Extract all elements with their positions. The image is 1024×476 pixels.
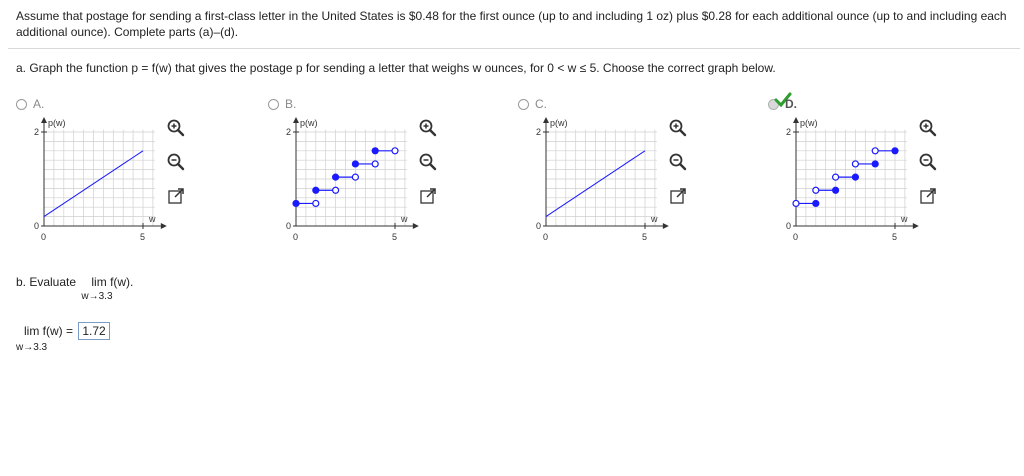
part-b-prompt — [16, 275, 134, 302]
x-tick-label-0: 0 — [293, 232, 299, 242]
divider — [8, 48, 1020, 49]
open-external-icon[interactable] — [918, 186, 938, 206]
y-tick-label-0: 0 — [536, 221, 542, 231]
x-tick-label-0: 0 — [793, 232, 799, 242]
y-tick-label-0: 0 — [786, 221, 792, 231]
open-endpoint — [833, 174, 839, 180]
answer-option-b[interactable] — [268, 96, 468, 256]
y-axis-label: p(w) — [800, 118, 818, 128]
open-endpoint — [372, 161, 378, 167]
option-graph — [768, 114, 928, 258]
option-letter: D. — [785, 97, 797, 111]
closed-endpoint — [833, 187, 839, 193]
x-tick-label-0: 0 — [41, 232, 47, 242]
part-b-lim: lim — [91, 275, 107, 289]
open-endpoint — [352, 174, 358, 180]
x-axis-label: w — [900, 214, 908, 224]
x-axis-arrow — [663, 223, 669, 229]
zoom-in-icon[interactable] — [418, 118, 438, 138]
closed-endpoint — [333, 174, 339, 180]
open-endpoint — [793, 200, 799, 206]
part-b-limit-subscript: w→3.3 — [81, 291, 113, 302]
part-b-func: f(w). — [110, 275, 134, 289]
part-b-answer-row — [16, 322, 110, 353]
zoom-out-icon[interactable] — [166, 152, 186, 172]
option-radio[interactable] — [268, 99, 279, 110]
y-tick-label-2: 2 — [786, 127, 792, 137]
y-axis-arrow — [793, 117, 799, 123]
option-letter: B. — [285, 97, 297, 111]
answer-func: f(w) = — [42, 324, 74, 338]
option-letter: A. — [33, 97, 45, 111]
part-b-limit — [81, 275, 134, 302]
zoom-in-icon[interactable] — [918, 118, 938, 138]
zoom-in-icon[interactable] — [668, 118, 688, 138]
x-axis-label: w — [650, 214, 658, 224]
x-tick-label-5: 5 — [140, 232, 146, 242]
x-axis-label: w — [400, 214, 408, 224]
y-axis-arrow — [543, 117, 549, 123]
part-a-prompt: a. Graph the function p = f(w) that gives the postage p for sending a letter that weighs w ounces, for 0 < w ≤ 5. Choose the correct graph below. — [16, 61, 776, 75]
open-external-icon[interactable] — [166, 186, 186, 206]
option-graph — [268, 114, 428, 258]
closed-endpoint — [372, 148, 378, 154]
graph-grid — [546, 130, 657, 226]
zoom-out-icon[interactable] — [418, 152, 438, 172]
y-tick-label-2: 2 — [34, 127, 40, 137]
option-radio[interactable] — [16, 99, 27, 110]
y-axis-label: p(w) — [48, 118, 66, 128]
option-letter: C. — [535, 97, 547, 111]
answer-option-c[interactable] — [518, 96, 718, 256]
x-axis-label: w — [148, 214, 156, 224]
x-tick-label-5: 5 — [892, 232, 898, 242]
open-endpoint — [813, 187, 819, 193]
zoom-out-icon[interactable] — [918, 152, 938, 172]
open-endpoint — [313, 200, 319, 206]
y-tick-label-2: 2 — [536, 127, 542, 137]
option-radio[interactable] — [518, 99, 529, 110]
open-external-icon[interactable] — [668, 186, 688, 206]
option-graph — [518, 114, 678, 258]
y-tick-label-0: 0 — [34, 221, 40, 231]
answer-lim: lim — [24, 324, 40, 338]
closed-endpoint — [293, 200, 299, 206]
closed-endpoint — [852, 174, 858, 180]
closed-endpoint — [313, 187, 319, 193]
open-endpoint — [392, 148, 398, 154]
open-external-icon[interactable] — [418, 186, 438, 206]
x-axis-arrow — [413, 223, 419, 229]
y-axis-label: p(w) — [550, 118, 568, 128]
y-axis-arrow — [41, 117, 47, 123]
answer-option-d[interactable] — [768, 96, 968, 256]
closed-endpoint — [892, 148, 898, 154]
closed-endpoint — [813, 200, 819, 206]
part-b-label: b. Evaluate — [16, 275, 77, 289]
closed-endpoint — [352, 161, 358, 167]
open-endpoint — [872, 148, 878, 154]
graph-grid — [796, 130, 907, 226]
y-tick-label-2: 2 — [286, 127, 292, 137]
graph-grid — [296, 130, 407, 226]
zoom-out-icon[interactable] — [668, 152, 688, 172]
problem-intro: Assume that postage for sending a first-class letter in the United States is $0.48 for the first ounce (up to and including 1 oz) plus $0.28 for each additional ounce (up to and including each additional ounce). Complete parts (a)–(d). — [16, 9, 1007, 39]
y-axis-arrow — [293, 117, 299, 123]
answer-option-a[interactable] — [16, 96, 216, 256]
x-axis-arrow — [161, 223, 167, 229]
option-graph — [16, 114, 176, 258]
open-endpoint — [852, 161, 858, 167]
answer-input[interactable]: 1.72 — [78, 322, 109, 340]
x-axis-arrow — [913, 223, 919, 229]
x-tick-label-5: 5 — [392, 232, 398, 242]
x-tick-label-5: 5 — [642, 232, 648, 242]
x-tick-label-0: 0 — [543, 232, 549, 242]
zoom-in-icon[interactable] — [166, 118, 186, 138]
graph-grid — [44, 130, 155, 226]
y-tick-label-0: 0 — [286, 221, 292, 231]
closed-endpoint — [872, 161, 878, 167]
y-axis-label: p(w) — [300, 118, 318, 128]
answer-limit-subscript: w→3.3 — [16, 342, 48, 353]
open-endpoint — [333, 187, 339, 193]
